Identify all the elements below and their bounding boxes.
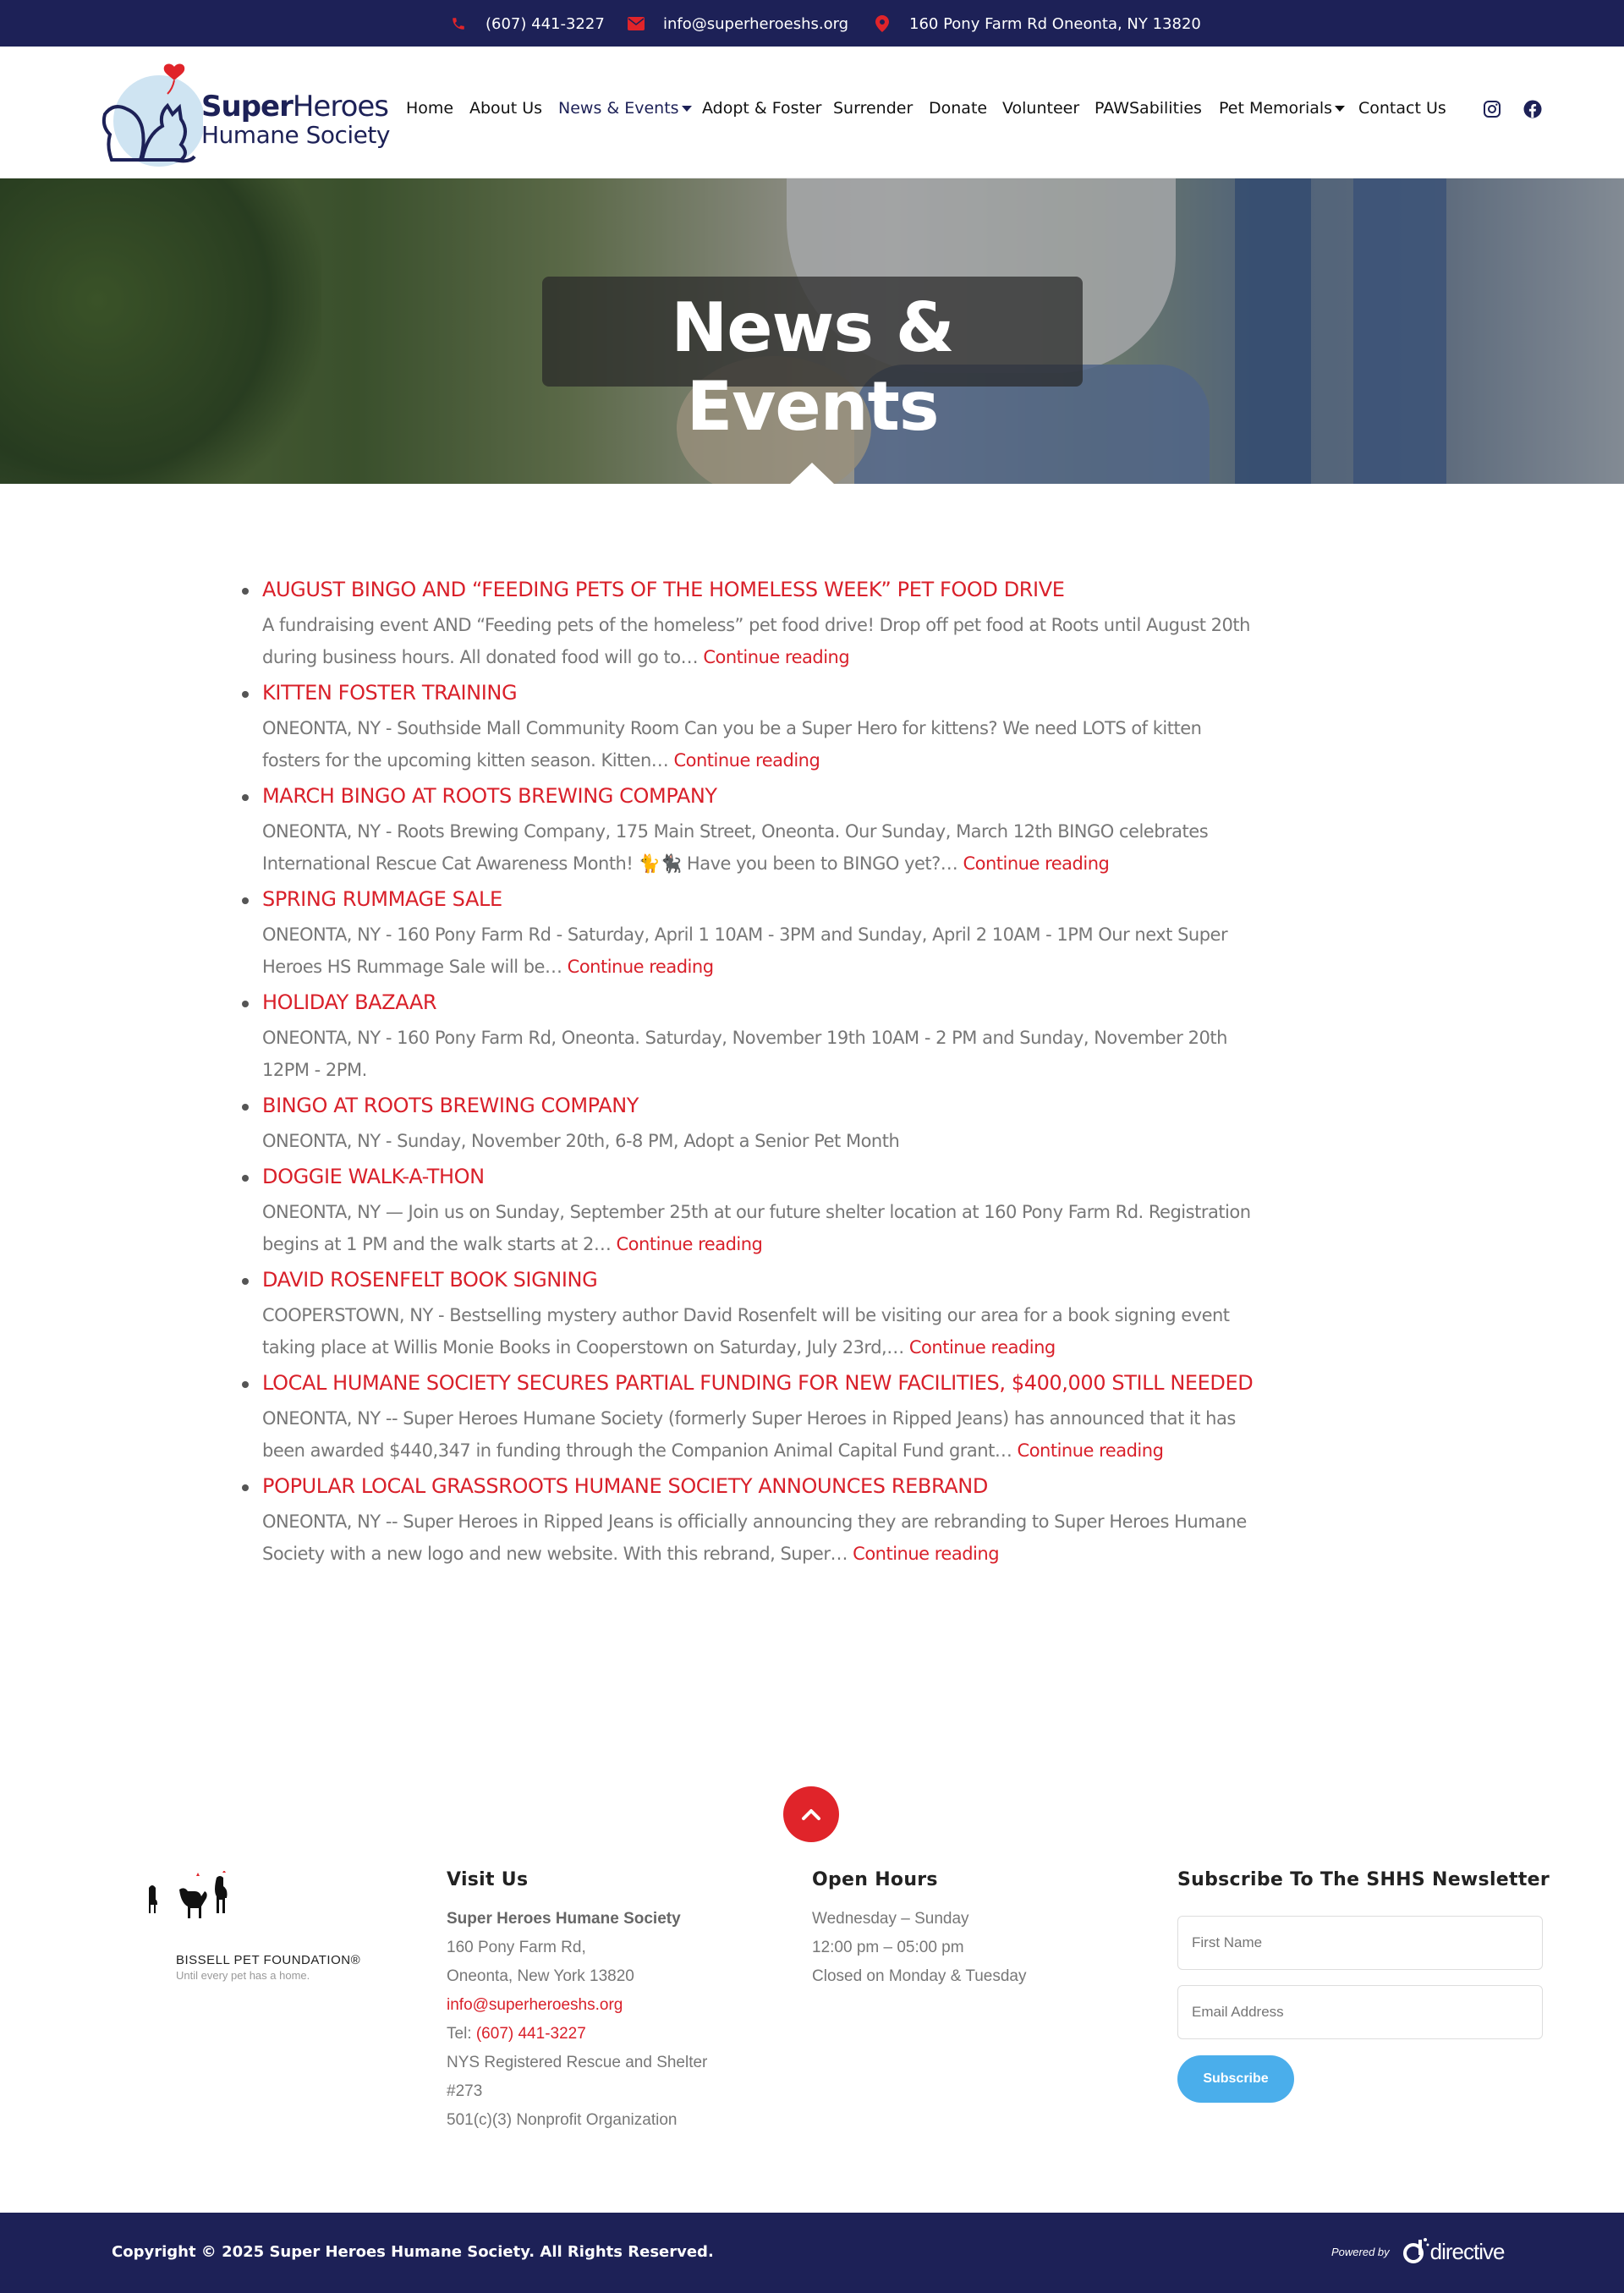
closed-days: Closed on Monday & Tuesday	[812, 1967, 1027, 1985]
logo-heroes: Heroes	[292, 90, 389, 123]
news-title-link[interactable]: KITTEN FOSTER TRAINING	[262, 681, 518, 705]
news-item	[230, 1265, 1245, 1363]
caret-down-icon	[1335, 106, 1345, 112]
bullet-icon	[242, 1484, 249, 1491]
copyright-text: Copyright © 2025 Super Heroes Humane Society. All Rights Reserved.	[112, 2243, 714, 2261]
visit-us-details	[447, 1905, 707, 2135]
news-excerpt	[262, 1196, 1252, 1260]
news-title-link[interactable]: DOGGIE WALK-A-THON	[262, 1165, 485, 1188]
news-list	[230, 575, 1254, 1575]
continue-reading-link[interactable]: Continue reading	[1017, 1440, 1164, 1461]
phone-icon	[450, 15, 467, 32]
footer-tel	[447, 2020, 707, 2049]
subscribe-button[interactable]: Subscribe	[1177, 2055, 1294, 2103]
news-title-link[interactable]: DAVID ROSENFELT BOOK SIGNING	[262, 1268, 598, 1292]
news-item	[230, 782, 1245, 880]
sponsor-tagline: Until every pet has a home.	[176, 1969, 310, 1982]
nav-news-events-label: News & Events	[558, 99, 679, 118]
directive-logo-icon	[1400, 2236, 1430, 2267]
nonprofit-status: 501(c)(3) Nonprofit Organization	[447, 2111, 678, 2129]
directive-brand: directive	[1429, 2238, 1505, 2264]
news-item	[230, 1091, 1245, 1157]
nav-news-events[interactable]	[558, 99, 692, 118]
hero-banner	[0, 178, 1624, 484]
powered-by-label: Powered by	[1331, 2245, 1390, 2258]
continue-reading-link[interactable]: Continue reading	[908, 1337, 1056, 1358]
envelope-icon	[628, 15, 645, 32]
news-excerpt	[262, 1125, 1252, 1157]
bissell-sponsor-logo[interactable]	[145, 1871, 382, 1981]
bullet-icon	[242, 794, 249, 801]
registration-line-2: #273	[447, 2082, 483, 2100]
footer-phone-link[interactable]: (607) 441-3227	[475, 2025, 586, 2043]
nav-volunteer[interactable]: Volunteer	[1002, 99, 1080, 118]
chevron-up-icon	[801, 1808, 821, 1821]
news-excerpt-text: A fundraising event AND “Feeding pets of the homeless” pet food drive! Drop off pet food at Roots until August 20th during business hours. All donated food will go to…	[262, 615, 1250, 667]
open-hours-details	[812, 1905, 1027, 1991]
map-pin-icon	[874, 15, 891, 32]
news-excerpt	[262, 1506, 1252, 1570]
bullet-icon	[242, 691, 249, 698]
site-header	[0, 47, 1624, 178]
news-excerpt	[262, 1022, 1252, 1086]
topbar-address[interactable]	[874, 14, 1201, 34]
topbar-phone[interactable]	[450, 14, 605, 34]
org-name: Super Heroes Humane Society	[447, 1910, 681, 1928]
powered-by-directive[interactable]	[1331, 2236, 1504, 2267]
news-excerpt-text: ONEONTA, NY - Roots Brewing Company, 175 Main Street, Oneonta. Our Sunday, March 12th BINGO celebrates International Rescue Cat Awareness Month! 🐈🐈‍⬛ Have you been to BINGO yet?…	[262, 821, 1209, 874]
bullet-icon	[242, 588, 249, 595]
news-item	[230, 885, 1245, 983]
news-excerpt	[262, 609, 1252, 673]
news-item	[230, 1369, 1254, 1467]
first-name-input[interactable]	[1177, 1916, 1543, 1970]
news-excerpt	[262, 1299, 1252, 1363]
nav-surrender[interactable]: Surrender	[833, 99, 914, 118]
instagram-icon[interactable]	[1483, 100, 1503, 120]
news-title-link[interactable]: SPRING RUMMAGE SALE	[262, 887, 502, 911]
topbar-email[interactable]	[628, 14, 848, 34]
visit-us-heading: Visit Us	[447, 1869, 529, 1890]
bullet-icon	[242, 1278, 249, 1285]
continue-reading-link[interactable]: Continue reading	[703, 647, 850, 667]
hero-notch	[790, 463, 834, 484]
dog-cat-logo-icon	[93, 55, 203, 173]
page-title: News & Events	[671, 288, 954, 446]
dogs-silhouette-icon	[145, 1871, 247, 1947]
topbar-phone-text: (607) 441-3227	[486, 14, 605, 33]
sponsor-name: BISSELL PET FOUNDATION®	[176, 1953, 361, 1967]
newsletter-heading: Subscribe To The SHHS Newsletter	[1177, 1869, 1550, 1890]
news-excerpt-text: ONEONTA, NY - 160 Pony Farm Rd, Oneonta. Saturday, November 19th 10AM - 2 PM and Sunday, November 20th 12PM - 2PM.	[262, 1028, 1227, 1080]
nav-pawsabilities[interactable]: PAWSabilities	[1095, 99, 1202, 118]
news-item	[230, 678, 1245, 776]
continue-reading-link[interactable]: Continue reading	[567, 957, 714, 977]
logo-super: Super	[201, 90, 293, 123]
logo-wordmark	[201, 91, 390, 148]
nav-about-us[interactable]: About Us	[469, 99, 543, 118]
city-address: Oneonta, New York 13820	[447, 1967, 634, 1985]
tel-label: Tel:	[447, 2025, 476, 2043]
news-excerpt-text: ONEONTA, NY - Sunday, November 20th, 6-8 PM, Adopt a Senior Pet Month	[262, 1131, 900, 1151]
registration-line-1: NYS Registered Rescue and Shelter	[447, 2054, 708, 2071]
bullet-icon	[242, 1001, 249, 1007]
news-excerpt-text: COOPERSTOWN, NY - Bestselling mystery author David Rosenfelt will be visiting our area for a book signing event taking place at Willis Monie Books in Cooperstown on Saturday, July 23rd,…	[262, 1305, 1230, 1358]
news-item	[230, 1472, 1245, 1570]
back-to-top-button[interactable]	[783, 1786, 839, 1842]
news-item	[230, 988, 1245, 1086]
footer-bottom-bar	[0, 2213, 1624, 2293]
nav-contact-us[interactable]: Contact Us	[1358, 99, 1446, 118]
topbar-email-text: info@superheroeshs.org	[663, 14, 849, 33]
nav-pet-memorials[interactable]	[1219, 99, 1345, 118]
news-title-link[interactable]: POPULAR LOCAL GRASSROOTS HUMANE SOCIETY ANNOUNCES REBRAND	[262, 1474, 988, 1498]
continue-reading-link[interactable]: Continue reading	[963, 853, 1110, 874]
bullet-icon	[242, 897, 249, 904]
news-excerpt-text: ONEONTA, NY — Join us on Sunday, September 25th at our future shelter location at 160 Pony Farm Rd. Registration begins at 1 PM and the walk starts at 2…	[262, 1202, 1251, 1254]
news-excerpt	[262, 1402, 1252, 1467]
news-excerpt	[262, 815, 1252, 880]
news-title-link[interactable]: HOLIDAY BAZAAR	[262, 990, 437, 1014]
news-excerpt-text: ONEONTA, NY -- Super Heroes Humane Society (formerly Super Heroes in Ripped Jeans) has announced that it has been awarded $440,347 in funding through the Companion Animal Capital Fund grant…	[262, 1408, 1236, 1461]
news-excerpt	[262, 712, 1252, 776]
news-title-link[interactable]: MARCH BINGO AT ROOTS BREWING COMPANY	[262, 784, 717, 808]
footer-email-link[interactable]: info@superheroeshs.org	[447, 1996, 623, 2014]
continue-reading-link[interactable]: Continue reading	[616, 1234, 763, 1254]
news-title-link[interactable]: AUGUST BINGO AND “FEEDING PETS OF THE HOMELESS WEEK” PET FOOD DRIVE	[262, 578, 1065, 601]
caret-down-icon	[682, 106, 692, 112]
news-item	[230, 1162, 1251, 1260]
nav-home[interactable]: Home	[406, 99, 454, 118]
top-contact-bar	[0, 0, 1624, 47]
nav-donate[interactable]: Donate	[929, 99, 988, 118]
logo-humane-society: Humane Society	[201, 121, 390, 149]
topbar-address-text: 160 Pony Farm Rd Oneonta, NY 13820	[909, 14, 1201, 33]
news-title-link[interactable]: LOCAL HUMANE SOCIETY SECURES PARTIAL FUNDING FOR NEW FACILITIES, $400,000 STILL NEEDED	[262, 1371, 1254, 1395]
nav-adopt-foster[interactable]: Adopt & Foster	[702, 99, 822, 118]
bullet-icon	[242, 1104, 249, 1111]
news-item	[230, 575, 1250, 673]
continue-reading-link[interactable]: Continue reading	[673, 750, 820, 771]
nav-pet-memorials-label: Pet Memorials	[1219, 99, 1333, 118]
bullet-icon	[242, 1175, 249, 1182]
street-address: 160 Pony Farm Rd,	[447, 1939, 586, 1956]
facebook-icon[interactable]	[1523, 100, 1544, 120]
continue-reading-link[interactable]: Continue reading	[853, 1544, 1000, 1564]
news-title-link[interactable]: BINGO AT ROOTS BREWING COMPANY	[262, 1094, 639, 1117]
open-time: 12:00 pm – 05:00 pm	[812, 1939, 964, 1956]
news-excerpt-text: ONEONTA, NY - 160 Pony Farm Rd - Saturday, April 1 10AM - 3PM and Sunday, April 2 10AM - 1PM Our next Super Heroes HS Rummage Sale will be…	[262, 924, 1228, 977]
open-hours-heading: Open Hours	[812, 1869, 938, 1890]
open-days: Wednesday – Sunday	[812, 1910, 969, 1928]
bullet-icon	[242, 1381, 249, 1388]
news-excerpt-text: ONEONTA, NY - Southside Mall Community Room Can you be a Super Hero for kittens? We need LOTS of kitten fosters for the upcoming kitten season. Kitten…	[262, 718, 1202, 771]
site-logo[interactable]	[93, 55, 398, 173]
email-address-input[interactable]	[1177, 1985, 1543, 2039]
news-excerpt-text: ONEONTA, NY -- Super Heroes in Ripped Jeans is officially announcing they are rebranding to Super Heroes Humane Society with a new logo and new website. With this rebrand, Super…	[262, 1511, 1247, 1564]
news-excerpt	[262, 919, 1252, 983]
